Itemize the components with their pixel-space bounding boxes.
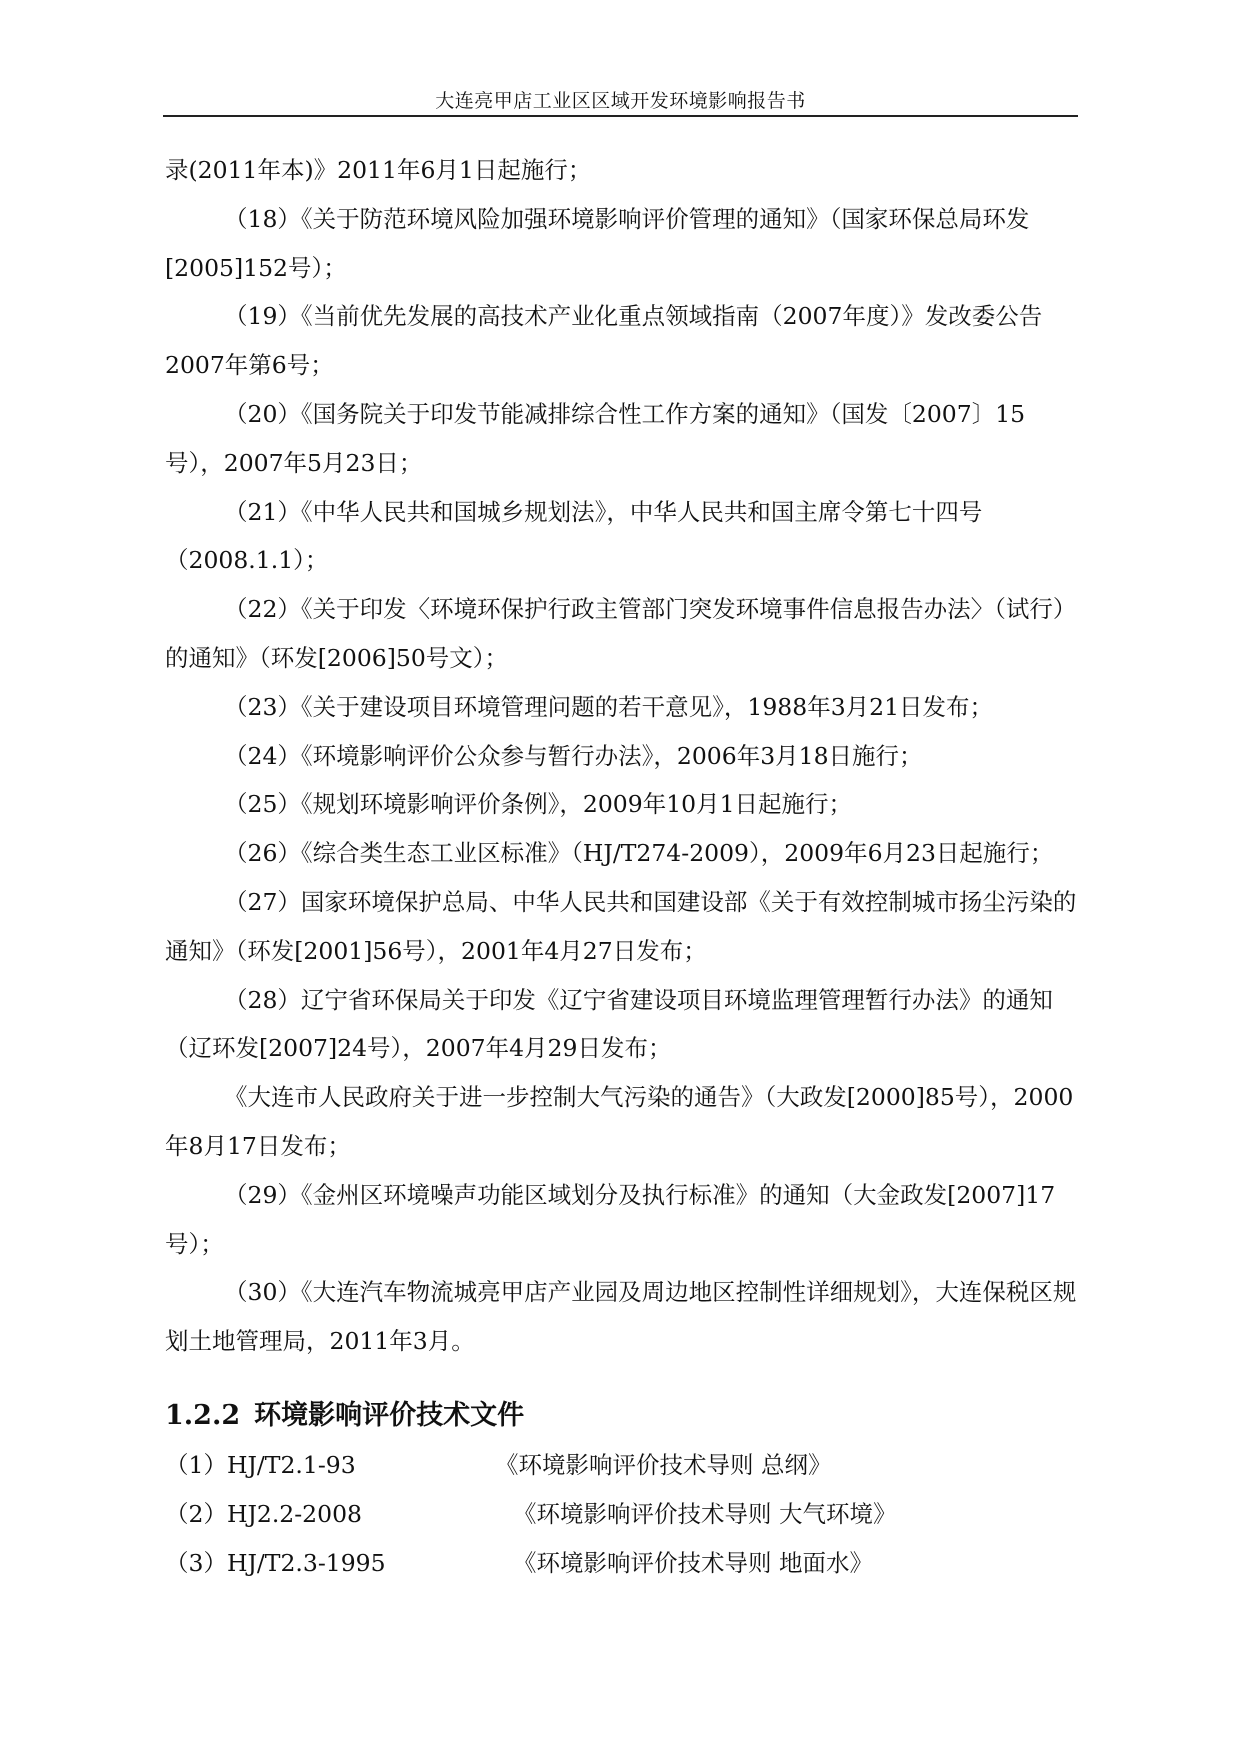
paragraph: （24）《环境影响评价公众参与暂行办法》，2006年3月18日施行； xyxy=(224,741,923,770)
paragraph: （21）《中华人民共和国城乡规划法》，中华人民共和国主席令第七十四号（2008.1.1）； xyxy=(165,497,983,575)
page-header: 大连亮甲店工业区区域开发环境影响报告书 xyxy=(435,90,806,112)
doc-title: 《环境影响评价技术导则 总纲》 xyxy=(495,1451,832,1479)
paragraph: （20）《国务院关于印发节能减排综合性工作方案的通知》（国发〔2007〕15号），2007年5月23日； xyxy=(165,399,1026,477)
doc-code: （2）HJ2.2-2008 xyxy=(165,1500,362,1528)
doc-title: 《环境影响评价技术导则 地面水》 xyxy=(513,1549,873,1577)
list-item xyxy=(165,1539,1077,1588)
section-number: 1.2.2 xyxy=(165,1400,241,1431)
header-divider xyxy=(163,115,1078,117)
doc-code: （3）HJ/T2.3-1995 xyxy=(165,1549,386,1577)
tech-doc-list xyxy=(165,1441,1077,1588)
paragraph: （25）《规划环境影响评价条例》，2009年10月1日起施行； xyxy=(224,790,853,819)
paragraph: （26）《综合类生态工业区标准》（HJ/T274-2009），2009年6月23日起施行； xyxy=(224,839,1054,868)
section-title: 环境影响评价技术文件 xyxy=(254,1400,525,1431)
list-item xyxy=(165,1490,1077,1539)
paragraph: （22）《关于印发〈环境环保护行政主管部门突发环境事件信息报告办法〉（试行）的通知》（环发[2006]50号文）； xyxy=(165,595,1077,672)
paragraph: （18）《关于防范环境风险加强环境影响评价管理的通知》（国家环保总局环发[2005]152号）； xyxy=(165,204,1030,282)
paragraph: （29）《金州区环境噪声功能区域划分及执行标准》的通知（大金政发[2007]17号）； xyxy=(165,1180,1056,1258)
list-item xyxy=(165,1441,1077,1490)
paragraph: （27）国家环境保护总局、中华人民共和国建设部《关于有效控制城市扬尘污染的通知》（环发[2001]56号），2001年4月27日发布； xyxy=(165,887,1077,965)
paragraph: 《大连市人民政府关于进一步控制大气污染的通告》（大政发[2000]85号），2000年8月17日发布； xyxy=(165,1083,1074,1160)
paragraph: （19）《当前优先发展的高技术产业化重点领域指南（2007年度）》发改委公告2007年第6号； xyxy=(165,302,1043,380)
paragraph: （30）《大连汽车物流城亮甲店产业园及周边地区控制性详细规划》，大连保税区规划土地管理局，2011年3月。 xyxy=(165,1278,1077,1356)
doc-code: （1）HJ/T2.1-93 xyxy=(165,1451,356,1479)
paragraph: 录(2011年本)》2011年6月1日起施行； xyxy=(165,156,592,184)
section-heading xyxy=(165,1393,524,1432)
paragraph: （28）辽宁省环保局关于印发《辽宁省建设项目环境监理管理暂行办法》的通知（辽环发[2007]24号），2007年4月29日发布； xyxy=(165,985,1053,1063)
regulation-list xyxy=(165,146,1077,1366)
doc-title: 《环境影响评价技术导则 大气环境》 xyxy=(513,1500,897,1528)
paragraph: （23）《关于建设项目环境管理问题的若干意见》，1988年3月21日发布； xyxy=(224,692,994,721)
